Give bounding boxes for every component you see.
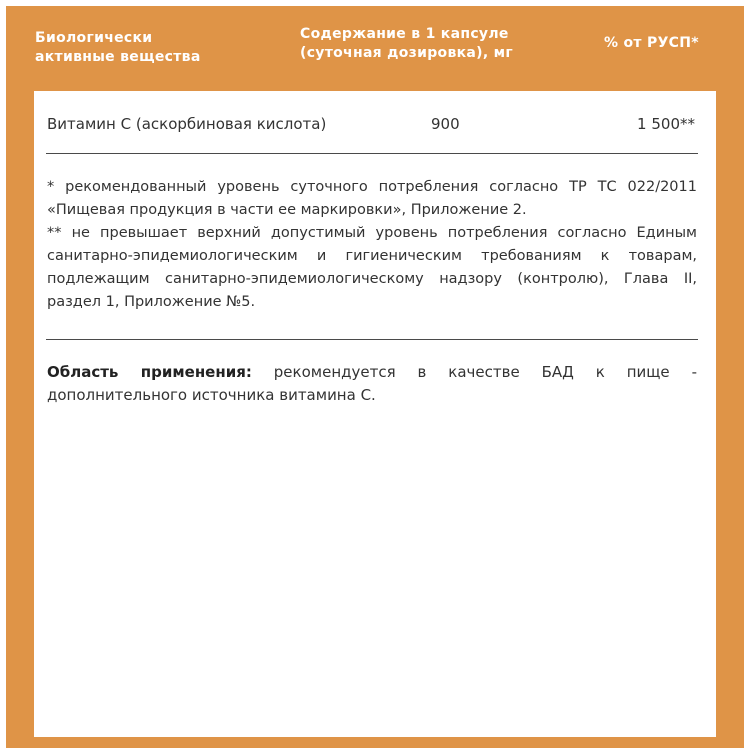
substance-percent: 1 500** <box>637 115 695 133</box>
substance-amount: 900 <box>431 115 460 133</box>
usage-label: Область применения: <box>47 363 252 381</box>
header-content-per-capsule: Содержание в 1 капсуле (суточная дозировка), мг <box>300 26 514 61</box>
footnote-double-star: ** не превышает верхний допустимый уровень потребления согласно Единым санитарно-эпидемиологическим и гигиеническим требованиям к товарам, подлежащим санитарно-эпидемиологическому надзору (контролю), Глава II, раздел 1, Приложение №5. <box>47 225 697 310</box>
divider <box>46 339 698 340</box>
divider <box>46 153 698 154</box>
header-active-substances: Биологически активные вещества <box>35 30 201 65</box>
usage-text: рекомендуется в качестве БАД к пище - дополнительного источника витамина С. <box>47 363 697 404</box>
footnote-single-star: * рекомендованный уровень суточного потребления согласно ТР ТС 022/2011 «Пищевая продукция в части ее маркировки», Приложение 2. <box>47 179 697 218</box>
header-percent-rusp: % от РУСП* <box>604 35 699 51</box>
usage-paragraph <box>47 361 697 407</box>
substance-name: Витамин С (аскорбиновая кислота) <box>47 115 327 133</box>
footnotes <box>47 176 697 314</box>
